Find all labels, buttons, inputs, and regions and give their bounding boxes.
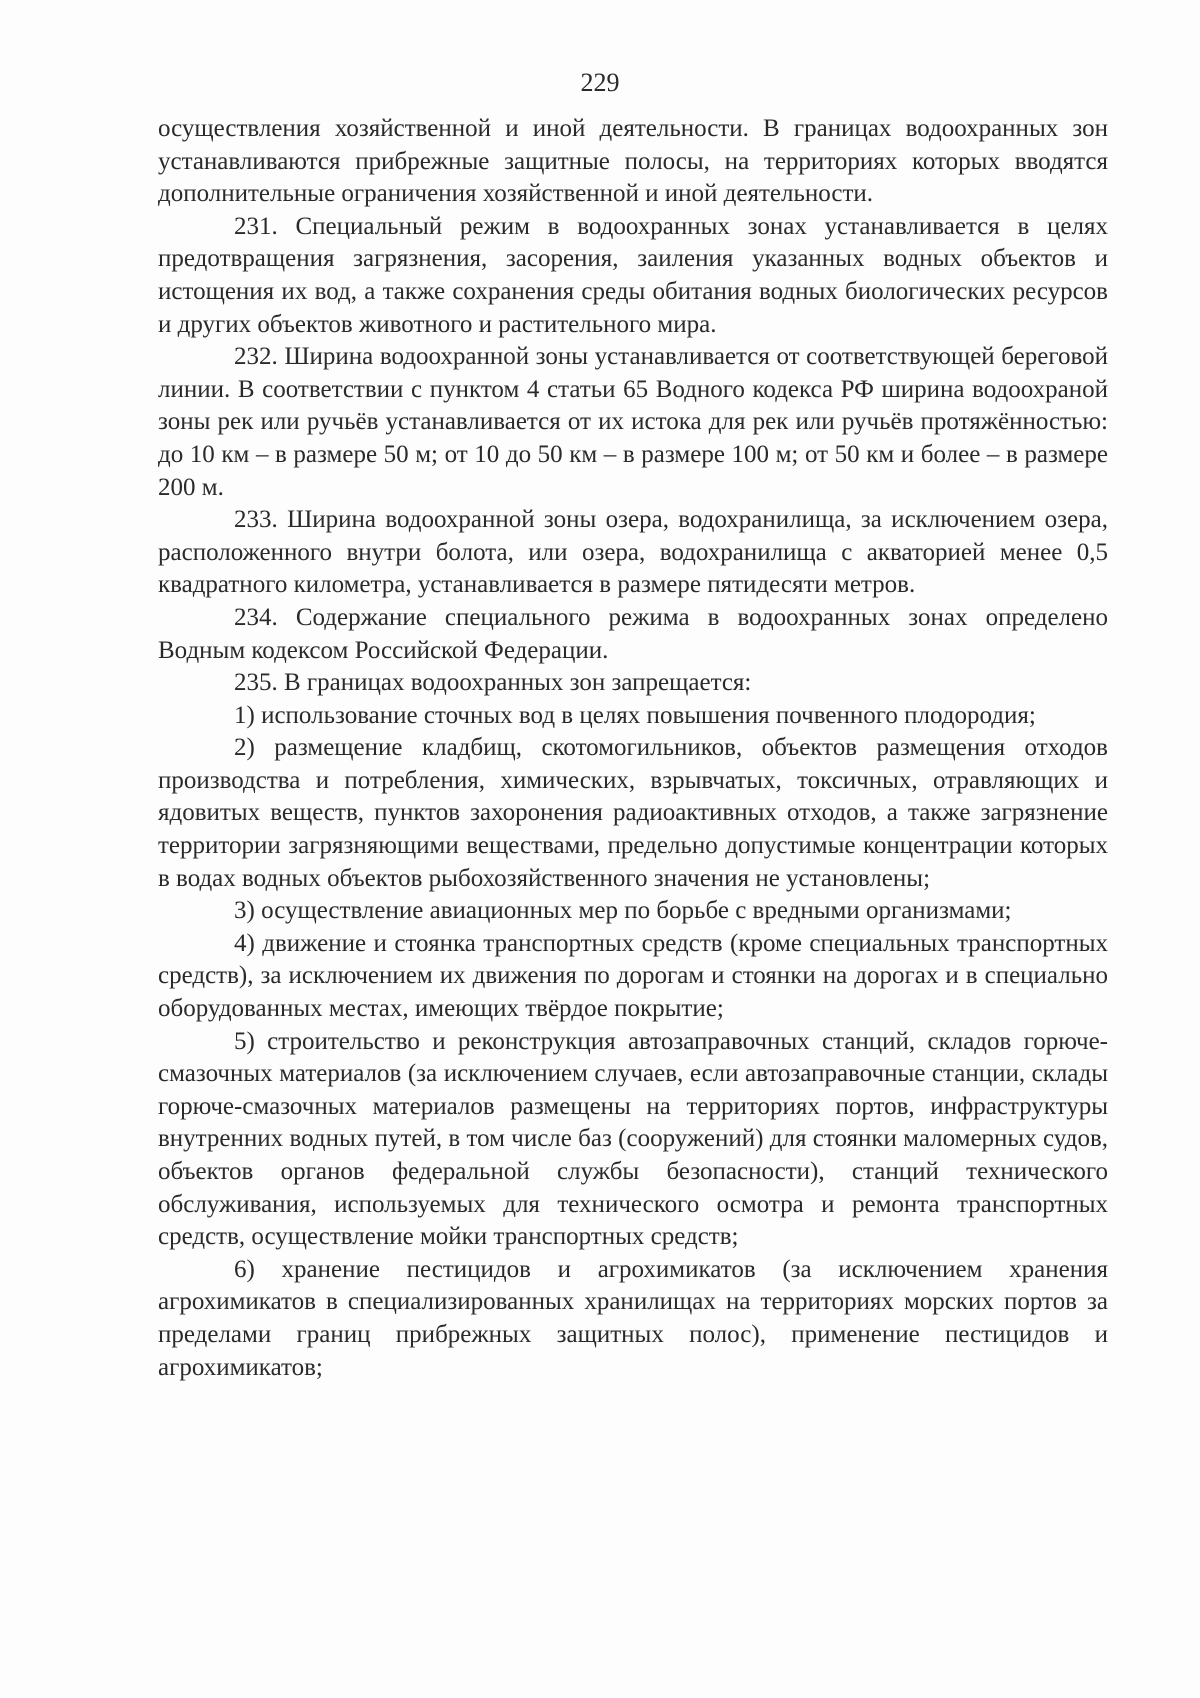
list-item-1: 1) использование сточных вод в целях повышения почвенного плодородия; xyxy=(234,701,1036,729)
list-item-6: 6) хранение пестицидов и агрохимикатов (за исключением хранения агрохимикатов в специализированных хранилищах на территориях морских портов за пределами границ прибрежных защитных полос), применение пестицидов и агрохимикатов; xyxy=(158,1255,1108,1381)
paragraph-231: 231. Специальный режим в водоохранных зонах устанавливается в целях предотвращения загрязнения, засорения, заиления указанных водных объектов и истощения их вод, а также сохранения среды обитания водных биологических ресурсов и других объектов животного и растительного мира. xyxy=(158,212,1108,338)
paragraph-continuation: осуществления хозяйственной и иной деятельности. В границах водоохранных зон устанавливаются прибрежные защитные полосы, на территориях которых вводятся дополнительные ограничения хозяйственной и иной деятельности. xyxy=(158,115,1108,208)
list-item-4: 4) движение и стоянка транспортных средств (кроме специальных транспортных средств), за исключением их движения по дорогам и стоянки на дорогах и в специально оборудованных местах, имеющих твёрдое покрытие; xyxy=(158,929,1108,1023)
list-item-3: 3) осуществление авиационных мер по борьбе с вредными организмами; xyxy=(234,897,1012,925)
list-item-2: 2) размещение кладбищ, скотомогильников, объектов размещения отходов производства и потребления, химических, взрывчатых, токсичных, отравляющих и ядовитых веществ, пунктов захоронения радиоактивных отходов, а также загрязнение территории загрязняющими веществами, предельно допустимые концентрации которых в водах водных объектов рыбохозяйственного значения не установлены; xyxy=(158,734,1108,892)
paragraph-235: 235. В границах водоохранных зон запрещается: xyxy=(234,669,752,697)
document-body xyxy=(158,113,1108,1384)
page-number: 229 xyxy=(580,68,620,97)
list-item-5: 5) строительство и реконструкция автозаправочных станций, складов горюче-смазочных материалов (за исключением случаев, если автозаправочные станции, склады горюче-смазочных материалов размещены на территориях портов, инфраструктуры внутренних водных путей, в том числе баз (сооружений) для стоянки маломерных судов, объектов органов федеральной службы безопасности), станций технического обслуживания, используемых для технического осмотра и ремонта транспортных средств, осуществление мойки транспортных средств; xyxy=(158,1027,1108,1251)
paragraph-234: 234. Содержание специального режима в водоохранных зонах определено Водным кодексом Российской Федерации. xyxy=(158,603,1108,664)
paragraph-232: 232. Ширина водоохранной зоны устанавливается от соответствующей береговой линии. В соответствии с пунктом 4 статьи 65 Водного кодекса РФ ширина водоохраной зоны рек или ручьёв устанавливается от их истока для рек или ручьёв протяжённостью: до 10 км – в размере 50 м; от 10 до 50 км – в размере 100 м; от 50 км и более – в размере 200 м. xyxy=(158,343,1108,501)
paragraph-233: 233. Ширина водоохранной зоны озера, водохранилища, за исключением озера, расположенного внутри болота, или озера, водохранилища с акваторией менее 0,5 квадратного километра, устанавливается в размере пятидесяти метров. xyxy=(158,506,1108,599)
